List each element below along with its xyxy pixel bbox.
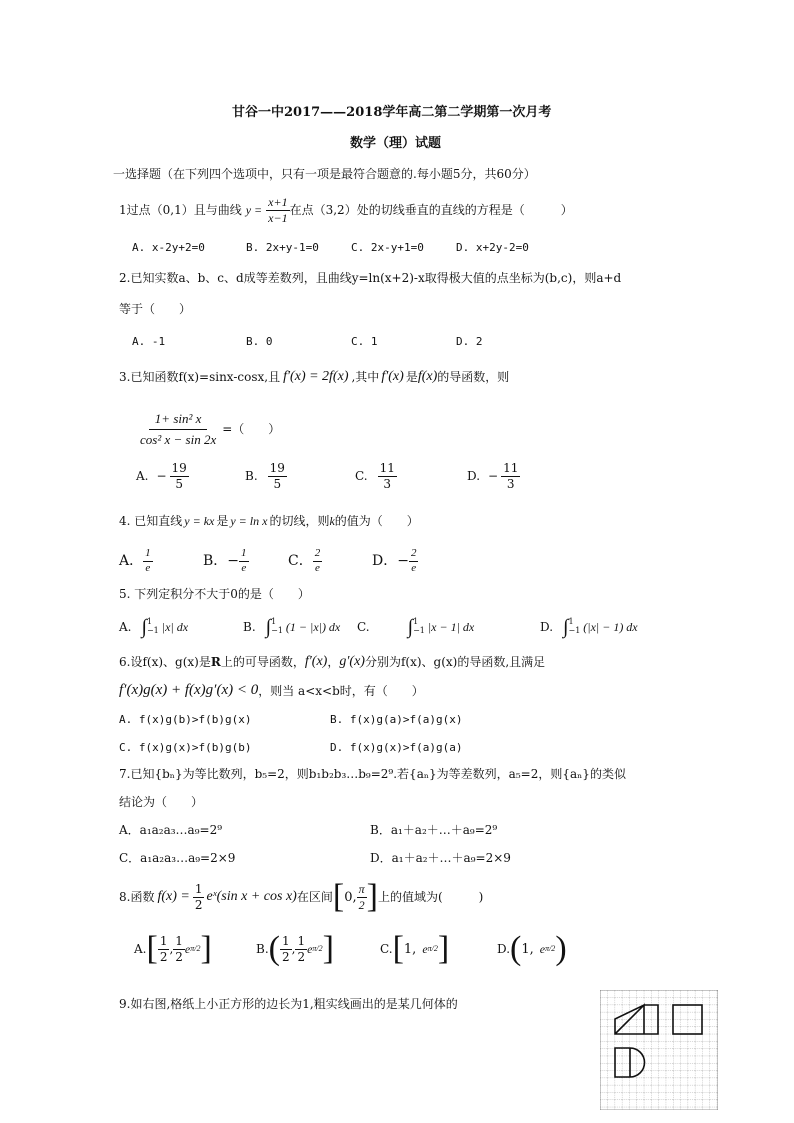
bracket-right-icon: ] xyxy=(366,878,378,915)
q5-option-b-upper: 1 xyxy=(271,617,277,627)
q8-option-b-exp: π/2 xyxy=(312,944,323,953)
q5-option-a-limits xyxy=(147,618,159,636)
q3-option-d xyxy=(467,462,520,490)
q6-R: R xyxy=(210,655,221,669)
paren-right-icon: ) xyxy=(555,930,567,967)
question-6 xyxy=(119,655,545,669)
q2-option-b: B. 0 xyxy=(246,335,273,348)
q4-option-b-den: e xyxy=(241,561,247,574)
q4-option-d-sign: − xyxy=(397,553,409,570)
q8-option-c-e: e xyxy=(422,942,428,956)
q6-condition: f′(x)g(x) + f(x)g′(x) < 0 xyxy=(119,682,259,698)
q6-fp: f′(x) xyxy=(304,654,328,669)
q1-fraction xyxy=(266,196,289,224)
q4-option-c xyxy=(288,548,322,574)
q8-zero: 0, xyxy=(344,889,357,905)
q8-option-c-exp: π/2 xyxy=(427,944,438,953)
q8-pi-num: π xyxy=(358,881,365,896)
bracket-left-icon: [ xyxy=(332,878,345,915)
q7-option-d: D．a₁＋a₂＋…＋a₉=2×9 xyxy=(370,851,511,865)
q5-option-a-label: A. xyxy=(119,620,132,634)
question-1 xyxy=(119,196,573,224)
q3-option-b-den: 5 xyxy=(273,476,282,491)
q5-option-c-upper: 1 xyxy=(413,617,419,627)
q8-option-b-label: B. xyxy=(256,942,269,956)
q8-option-b-half2-num: 1 xyxy=(297,933,306,948)
q7-option-a: A．a₁a₂a₃…a₉=2⁹ xyxy=(119,823,223,837)
q3-option-b-label: B. xyxy=(245,469,258,484)
q5-option-d-limits xyxy=(569,618,581,636)
grid-background xyxy=(600,990,718,1110)
q3-option-b-frac xyxy=(268,462,287,490)
three-view-grid-figure xyxy=(600,990,718,1110)
q8-option-a-half2-num: 1 xyxy=(175,933,183,948)
q3-option-d-label: D. xyxy=(467,469,481,484)
bracket-right-icon: ] xyxy=(322,930,334,967)
q8-pre: 8.函数 xyxy=(119,890,155,904)
q5-option-b-lower: −1 xyxy=(271,626,283,635)
question-4 xyxy=(119,515,419,527)
q2-line1: 2.已知实数a、b、c、d成等差数列，且曲线y=ln(x+2)-x取得极大值的点坐标为(b,c)，则a+d xyxy=(119,271,622,285)
q5-option-a-upper: 1 xyxy=(146,617,153,627)
q3-fraction xyxy=(138,412,218,446)
q1-den: x−1 xyxy=(268,210,288,225)
q1-option-c: C. 2x-y+1=0 xyxy=(351,241,424,254)
q8-option-d-e: e xyxy=(539,942,546,956)
q3-option-c-num: 11 xyxy=(379,461,395,475)
q4-option-b-frac xyxy=(239,548,249,574)
q8-half-den: 2 xyxy=(194,897,203,912)
q5-option-c xyxy=(357,617,474,637)
q2-option-a: A. -1 xyxy=(132,335,166,348)
q6-line1b: 上的可导函数， xyxy=(220,655,305,669)
exam-title: 甘谷一中2017——2018学年高二第二学期第一次月考 xyxy=(232,105,552,120)
q4-line: y = kx xyxy=(184,514,215,528)
q1-post: 在点（3,2）处的切线垂直的直线的方程是（ ） xyxy=(289,203,573,218)
q3-pre: 3.已知函数f(x)=sinx-cosx,且 xyxy=(119,370,281,384)
q8-option-b xyxy=(256,932,334,966)
q3-option-b xyxy=(245,462,287,490)
q1-option-b: B. 2x+y-1=0 xyxy=(246,241,319,254)
q3-eq: f′(x) = 2f(x) xyxy=(283,369,349,384)
comma-sep: , xyxy=(291,942,296,956)
q4-option-d-den: e xyxy=(411,561,417,574)
q1-num: x+1 xyxy=(268,195,288,209)
q3-option-c xyxy=(355,462,397,490)
q8-option-d-one: 1, xyxy=(521,941,534,957)
q1-fn: y = xyxy=(245,203,263,218)
q7-option-c: C．a₁a₂a₃…a₉=2×9 xyxy=(119,851,236,865)
q8-option-a-half2-den: 2 xyxy=(175,949,183,964)
q8-option-d xyxy=(497,932,567,966)
q8-option-c xyxy=(380,932,449,966)
q1-option-a: A. x-2y+2=0 xyxy=(132,241,205,254)
q4-option-d-label: D． xyxy=(372,553,398,570)
q5-option-d-upper: 1 xyxy=(568,617,574,627)
q8-option-b-half1-num: 1 xyxy=(281,933,290,948)
q8-option-c-label: C. xyxy=(380,942,393,956)
q8-pi-den: 2 xyxy=(358,897,365,912)
q5-option-a xyxy=(119,617,188,637)
q5-option-c-limits xyxy=(413,618,425,636)
q5-text: 5. 下列定积分不大于0的是（ ） xyxy=(119,587,310,601)
q3-option-a-num: 19 xyxy=(171,461,187,475)
q8-body: eˣ(sin x + cos x) xyxy=(206,889,297,904)
q5-option-c-body: |x − 1| dx xyxy=(427,620,475,634)
q8-option-d-label: D. xyxy=(497,942,511,956)
q9-text: 9.如右图,格纸上小正方形的边长为1,粗实线画出的是某几何体的 xyxy=(119,997,458,1011)
paren-left-icon: ( xyxy=(268,930,280,967)
q4-mid: 的切线，则 xyxy=(269,514,330,528)
q3-option-c-label: C. xyxy=(355,469,368,484)
q7-line2: 结论为（ ） xyxy=(119,795,204,809)
q8-fx: f(x) = xyxy=(157,889,190,904)
question-8 xyxy=(119,880,483,914)
q2-option-d: D. 2 xyxy=(456,335,483,348)
q8-pi-frac xyxy=(357,883,367,911)
q4-option-d-num: 2 xyxy=(409,548,419,562)
q5-option-d xyxy=(540,617,638,637)
q4-option-b xyxy=(203,548,249,574)
q4-option-a-label: A． xyxy=(119,553,144,570)
q8-option-b-half2 xyxy=(295,935,307,963)
integral-sign: ∫ xyxy=(265,616,272,638)
q8-option-a-half2 xyxy=(173,935,185,963)
q6-gp: g′(x) xyxy=(339,654,365,669)
q3-option-d-sign: − xyxy=(488,469,499,484)
q8-option-c-one: 1, xyxy=(403,941,417,957)
q3-option-c-den: 3 xyxy=(383,476,392,491)
exam-subtitle: 数学（理）试题 xyxy=(350,136,442,151)
q5-option-b xyxy=(243,617,340,637)
q4-is: 是 xyxy=(216,514,229,528)
q8-option-a-half1-den: 2 xyxy=(159,949,168,964)
q6-option-a: A. f(x)g(b)>f(b)g(x) xyxy=(119,713,252,726)
q6-option-b: B. f(x)g(a)>f(a)g(x) xyxy=(330,713,463,726)
q4-option-c-frac xyxy=(313,548,323,574)
bracket-right-icon: ] xyxy=(200,930,212,967)
integral-sign: ∫ xyxy=(563,616,569,638)
q8-half-num: 1 xyxy=(194,881,203,896)
q4-post: 的值为（ ） xyxy=(334,514,419,528)
q6-option-c: C. f(x)g(x)>f(b)g(b) xyxy=(119,741,252,754)
q8-option-d-exp: π/2 xyxy=(545,944,556,953)
q3-option-a xyxy=(136,462,189,490)
q5-option-b-limits xyxy=(271,618,283,636)
q3-den: cos² x − sin 2x xyxy=(140,431,217,447)
q6-line2 xyxy=(119,683,424,698)
q3-fx: f(x) xyxy=(417,369,438,384)
q5-option-c-lower: −1 xyxy=(413,626,425,635)
q4-option-c-num: 2 xyxy=(313,548,323,562)
q4-option-d-frac xyxy=(409,548,419,574)
q3-expression xyxy=(138,412,280,446)
integral-sign: ∫ xyxy=(407,616,414,638)
q5-option-a-lower: −1 xyxy=(146,626,159,635)
q7-line1: 7.已知{bₙ}为等比数列，b₅=2，则b₁b₂b₃…b₉=2⁹.若{aₙ}为等差数列，a₅=2，则{aₙ}的类似 xyxy=(119,767,626,781)
q3-option-c-frac xyxy=(378,462,397,490)
q3-option-a-sign: − xyxy=(156,469,167,484)
q4-option-b-num: 1 xyxy=(239,548,249,562)
q3-fp: f′(x) xyxy=(381,369,404,384)
q8-option-b-half2-den: 2 xyxy=(297,949,306,964)
q1-pre: 1过点（0,1）且与曲线 xyxy=(119,203,242,218)
bracket-right-icon: ] xyxy=(437,930,450,967)
q7-option-b: B．a₁＋a₂＋…＋a₉=2⁹ xyxy=(370,823,498,837)
q4-option-a-num: 1 xyxy=(143,548,153,562)
q6-line1a: 6.设f(x)、g(x)是 xyxy=(119,655,211,669)
q4-option-d xyxy=(372,548,418,574)
q4-option-a xyxy=(119,548,153,574)
integral-sign: ∫ xyxy=(141,616,147,638)
q8-option-a xyxy=(134,932,212,966)
section-heading: 一选择题（在下列四个选项中，只有一项是最符合题意的.每小题5分，共60分） xyxy=(113,167,536,181)
q3-option-d-den: 3 xyxy=(506,476,515,491)
q8-option-b-e: e xyxy=(307,942,313,956)
q5-option-c-label: C. xyxy=(357,620,370,634)
q4-pre: 4. 已知直线 xyxy=(119,514,183,528)
q5-option-b-label: B. xyxy=(243,620,256,634)
q5-option-d-body: (|x| − 1) dx xyxy=(583,620,638,634)
question-3 xyxy=(119,370,509,384)
q8-mid: 在区间 xyxy=(296,890,333,904)
q8-option-a-exp: π/2 xyxy=(190,944,201,953)
q4-curve: y = ln x xyxy=(230,514,268,528)
q3-is: 是 xyxy=(405,370,418,384)
q6-option-d: D. f(x)g(x)>f(a)g(a) xyxy=(330,741,463,754)
q4-option-c-label: C． xyxy=(288,553,313,570)
q4-option-b-sign: − xyxy=(227,553,240,570)
q3-option-d-num: 11 xyxy=(503,461,519,475)
q2-line2: 等于（ ） xyxy=(119,302,192,316)
q4-option-a-den: e xyxy=(145,561,151,574)
bracket-left-icon: [ xyxy=(392,930,404,967)
q4-k: k xyxy=(329,514,335,528)
q4-option-c-den: e xyxy=(315,561,320,574)
q6-comma: ， xyxy=(327,655,340,669)
q3-tail: =（ ） xyxy=(222,422,281,437)
q8-option-b-half1-den: 2 xyxy=(281,949,290,964)
q8-half xyxy=(193,883,205,911)
q3-num: 1+ sin² x xyxy=(149,412,208,430)
q6-line1c: 分别为f(x)、g(x)的导函数,且满足 xyxy=(364,655,546,669)
comma-sep: , xyxy=(169,942,174,956)
q5-option-d-label: D. xyxy=(540,620,554,634)
q3-option-b-num: 19 xyxy=(269,461,285,475)
q5-option-b-body: (1 − |x|) dx xyxy=(285,620,341,634)
q4-option-b-label: B． xyxy=(203,553,228,570)
q3-mid: ,其中 xyxy=(351,370,380,384)
q6-line2b: ，则当 a<x<b时，有（ ） xyxy=(258,683,424,698)
paren-left-icon: ( xyxy=(510,930,522,967)
q8-post: 上的值域为( ) xyxy=(377,890,484,904)
bracket-left-icon: [ xyxy=(146,930,158,967)
q3-option-a-label: A. xyxy=(136,469,149,484)
q8-option-a-label: A. xyxy=(134,942,147,956)
q3-option-d-frac xyxy=(501,462,520,490)
q3-option-a-den: 5 xyxy=(175,476,183,491)
q5-option-d-lower: −1 xyxy=(568,626,581,635)
q8-option-a-half1-num: 1 xyxy=(159,933,168,948)
q1-option-d: D. x+2y-2=0 xyxy=(456,241,529,254)
q3-option-a-frac xyxy=(170,462,189,490)
q3-post: 的导函数，则 xyxy=(437,370,510,384)
q5-option-a-body: |x| dx xyxy=(161,620,189,634)
q4-option-a-frac xyxy=(143,548,153,574)
q8-option-b-half1 xyxy=(280,935,292,963)
q8-option-a-half1 xyxy=(158,935,170,963)
q8-option-a-e: e xyxy=(184,942,191,956)
q2-option-c: C. 1 xyxy=(351,335,378,348)
